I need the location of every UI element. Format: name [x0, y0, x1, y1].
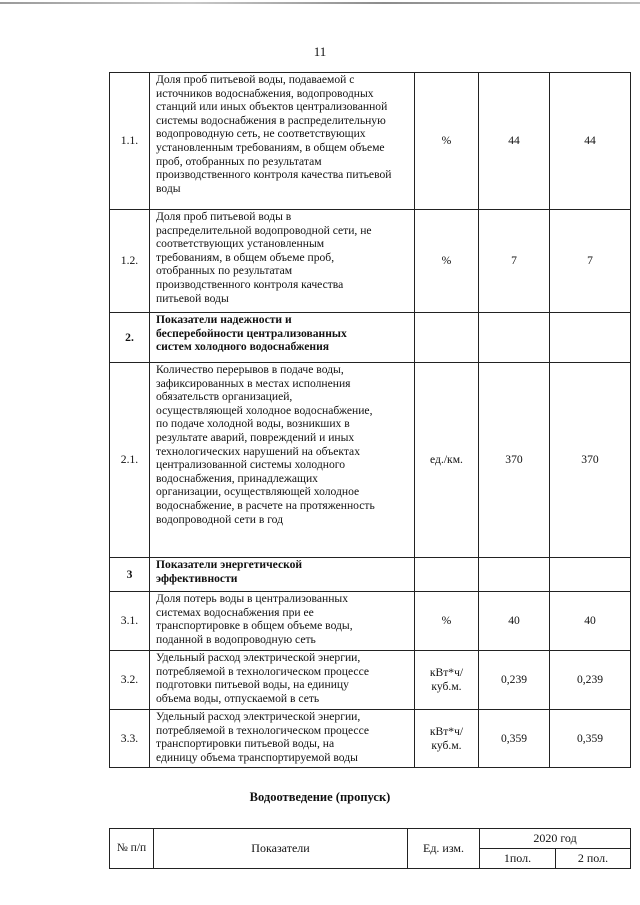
- value-half1: 44: [479, 73, 550, 210]
- half1-header: 1пол.: [480, 849, 556, 869]
- indicator-text: Удельный расход электрической энергии, потребляемой в технологическом процессе транспортировки питьевой воды, на единицу объема транспортируемой воды: [150, 710, 415, 768]
- unit-cell: %: [415, 73, 479, 210]
- row-number: 3: [110, 558, 150, 592]
- unit-cell: ед./км.: [415, 363, 479, 558]
- unit-cell: кВт*ч/куб.м.: [415, 651, 479, 710]
- value-half1: 40: [479, 592, 550, 651]
- unit-cell: %: [415, 210, 479, 313]
- value-half2: 40: [550, 592, 631, 651]
- row-number: 2.: [110, 313, 150, 363]
- section-heading: Показатели надежности и бесперебойности централизованных систем холодного водоснабжения: [150, 313, 415, 363]
- table-row: [110, 210, 631, 313]
- row-number: 1.2.: [110, 210, 150, 313]
- indicator-text: Удельный расход электрической энергии, потребляемой в технологическом процессе подготовки питьевой воды, на единицу объема воды, отпускаемой в сеть: [150, 651, 415, 710]
- table-header-row: [110, 829, 631, 849]
- table-row: [110, 363, 631, 558]
- value-half1: [479, 313, 550, 363]
- value-half1: 7: [479, 210, 550, 313]
- section-title: Водоотведение (пропуск): [249, 790, 391, 804]
- half2-header: 2 пол.: [556, 849, 631, 869]
- value-half2: [550, 313, 631, 363]
- indicator-text: Доля потерь воды в централизованных системах водоснабжения при ее транспортировке в общем объеме воды, поданной в водопроводную сеть: [150, 592, 415, 651]
- table-row-section: [110, 558, 631, 592]
- table-row: [110, 73, 631, 210]
- unit-cell: кВт*ч/куб.м.: [415, 710, 479, 768]
- table-row: [110, 651, 631, 710]
- row-number: 3.3.: [110, 710, 150, 768]
- indicator-text: Количество перерывов в подаче воды, зафиксированных в местах исполнения обязательств организацией, осуществляющей холодное водоснабжение, по подаче холодной воды, возникших в результате аварий, повреждений и иных технологических нарушений на объектах централизованной системы холодного водоснабжения, принадлежащих организации, осуществляющей холодное водоснабжение, в расчете на протяженность водопроводной сети в год: [150, 363, 415, 558]
- water-supply-indicators-table: [109, 72, 631, 768]
- row-number: 1.1.: [110, 73, 150, 210]
- value-half2: 0,359: [550, 710, 631, 768]
- value-half2: 7: [550, 210, 631, 313]
- unit-header: Ед. изм.: [408, 829, 480, 869]
- section-heading: Показатели энергетической эффективности: [150, 558, 415, 592]
- value-half1: [479, 558, 550, 592]
- table-row: [110, 710, 631, 768]
- row-number: 3.1.: [110, 592, 150, 651]
- value-half2: 44: [550, 73, 631, 210]
- row-number: 2.1.: [110, 363, 150, 558]
- row-number: 3.2.: [110, 651, 150, 710]
- year-header: 2020 год: [480, 829, 631, 849]
- indicator-header: Показатели: [154, 829, 408, 869]
- value-half1: 0,359: [479, 710, 550, 768]
- scan-edge-line: [0, 2, 640, 4]
- value-half2: [550, 558, 631, 592]
- value-half1: 0,239: [479, 651, 550, 710]
- unit-cell: [415, 313, 479, 363]
- indicator-text: Доля проб питьевой воды в распределительной водопроводной сети, не соответствующих установленным требованиям, в общем объеме проб, отобранных по результатам производственного контроля качества питьевой воды: [150, 210, 415, 313]
- table-row-section: [110, 313, 631, 363]
- wastewater-indicators-table: [109, 828, 631, 869]
- unit-cell: %: [415, 592, 479, 651]
- indicator-text: Доля проб питьевой воды, подаваемой с источников водоснабжения, водопроводных станций или иных объектов централизованной системы водоснабжения в распределительную водопроводную сеть, не соответствующих установленным требованиям, в общем объеме проб, отобранных по результатам производственного контроля качества питьевой воды: [150, 73, 415, 210]
- page-number: 11: [313, 44, 327, 59]
- value-half2: 0,239: [550, 651, 631, 710]
- num-header: № п/п: [110, 829, 154, 869]
- unit-cell: [415, 558, 479, 592]
- value-half1: 370: [479, 363, 550, 558]
- table-row: [110, 592, 631, 651]
- value-half2: 370: [550, 363, 631, 558]
